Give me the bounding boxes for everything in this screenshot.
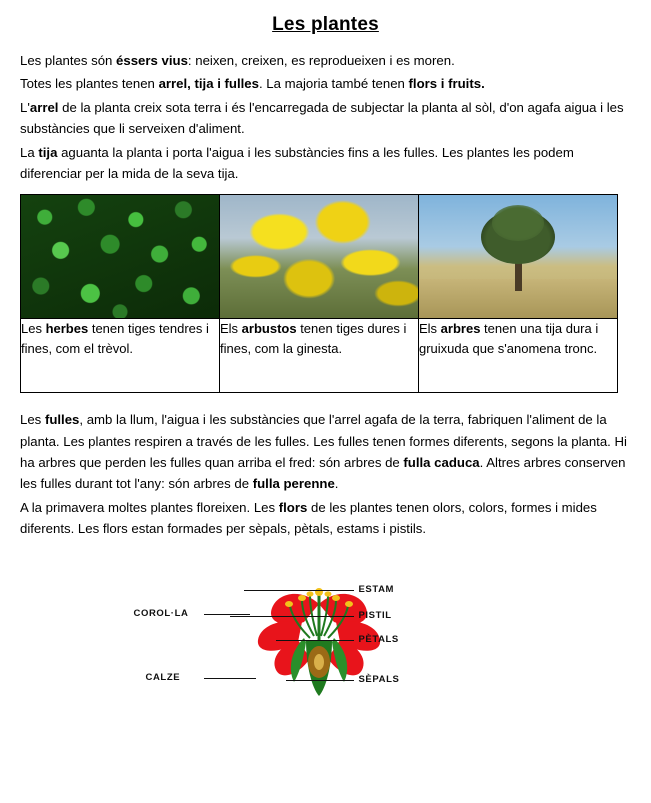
label-estam: ESTAM (358, 583, 395, 595)
plant-types-table (20, 194, 618, 393)
leader-line-petals (276, 640, 354, 641)
leader-line-pistil (230, 616, 354, 617)
leader-line-estam (244, 590, 354, 591)
table-cell-image (21, 195, 220, 319)
leader-line-corolla (204, 614, 250, 615)
label-corolla: COROL·LA (133, 607, 189, 619)
table-cell-caption: Els arbres tenen una tija dura i gruixuda que s'anomena tronc. (419, 319, 618, 393)
intro-paragraphs (20, 50, 631, 184)
table-row-captions (21, 319, 618, 393)
paragraph: A la primavera moltes plantes floreixen. Les flors de les plantes tenen olors, colors, formes i mides diferents. Les flors estan formades per sèpals, pètals, estams i pistils. (20, 499, 597, 537)
flower-parts-diagram (126, 562, 566, 707)
table-cell-image (419, 195, 618, 319)
label-pistil: PISTIL (358, 609, 392, 621)
flower-diagram-container (20, 562, 651, 712)
paragraph: Les plantes són éssers vius: neixen, creixen, es reprodueixen i es moren. (20, 53, 455, 68)
table-cell-caption: Les herbes tenen tiges tendres i fines, com el trèvol. (21, 319, 220, 393)
leader-line-calze (204, 678, 256, 679)
paragraph: Les fulles, amb la llum, l'aigua i les substàncies que l'arrel agafa de la terra, fabriquen l'aliment de la planta. Les plantes respiren a través de les fulles. Les fulles tenen formes diferents, segons la planta. Hi ha arbres que perden les fulles quan arriba el fred: són arbres de fulla caduca. Altres arbres conserven les fulles durant tot l'any: són arbres de fulla perenne. (20, 412, 627, 492)
shrub-photo (220, 195, 418, 318)
tree-canopy-top (492, 205, 544, 241)
paragraph: La tija aguanta la planta i porta l'aigua i les substàncies fins a les fulles. Les plantes les podem diferenciar per la mida de la seva tija. (20, 144, 574, 181)
leader-line-sepals (286, 680, 354, 681)
label-petals: PÈTALS (358, 633, 399, 645)
paragraph: Totes les plantes tenen arrel, tija i fulles. La majoria també tenen flors i fruits. (20, 76, 485, 92)
label-sepals: SÈPALS (358, 673, 400, 685)
table-cell-caption: Els arbustos tenen tiges dures i fines, com la ginesta. (220, 319, 419, 393)
tree-photo (419, 195, 617, 318)
page-title: Les plantes (272, 14, 379, 35)
table-row-images (21, 195, 618, 319)
paragraph: L'arrel de la planta creix sota terra i és l'encarregada de subjectar la planta al sòl, d'on agafa aigua i les substàncies que li serveixen d'aliment. (20, 99, 624, 137)
label-calze: CALZE (145, 671, 181, 683)
clover-photo (21, 195, 219, 318)
table-cell-image (220, 195, 419, 319)
leaves-flowers-paragraphs (20, 409, 631, 539)
